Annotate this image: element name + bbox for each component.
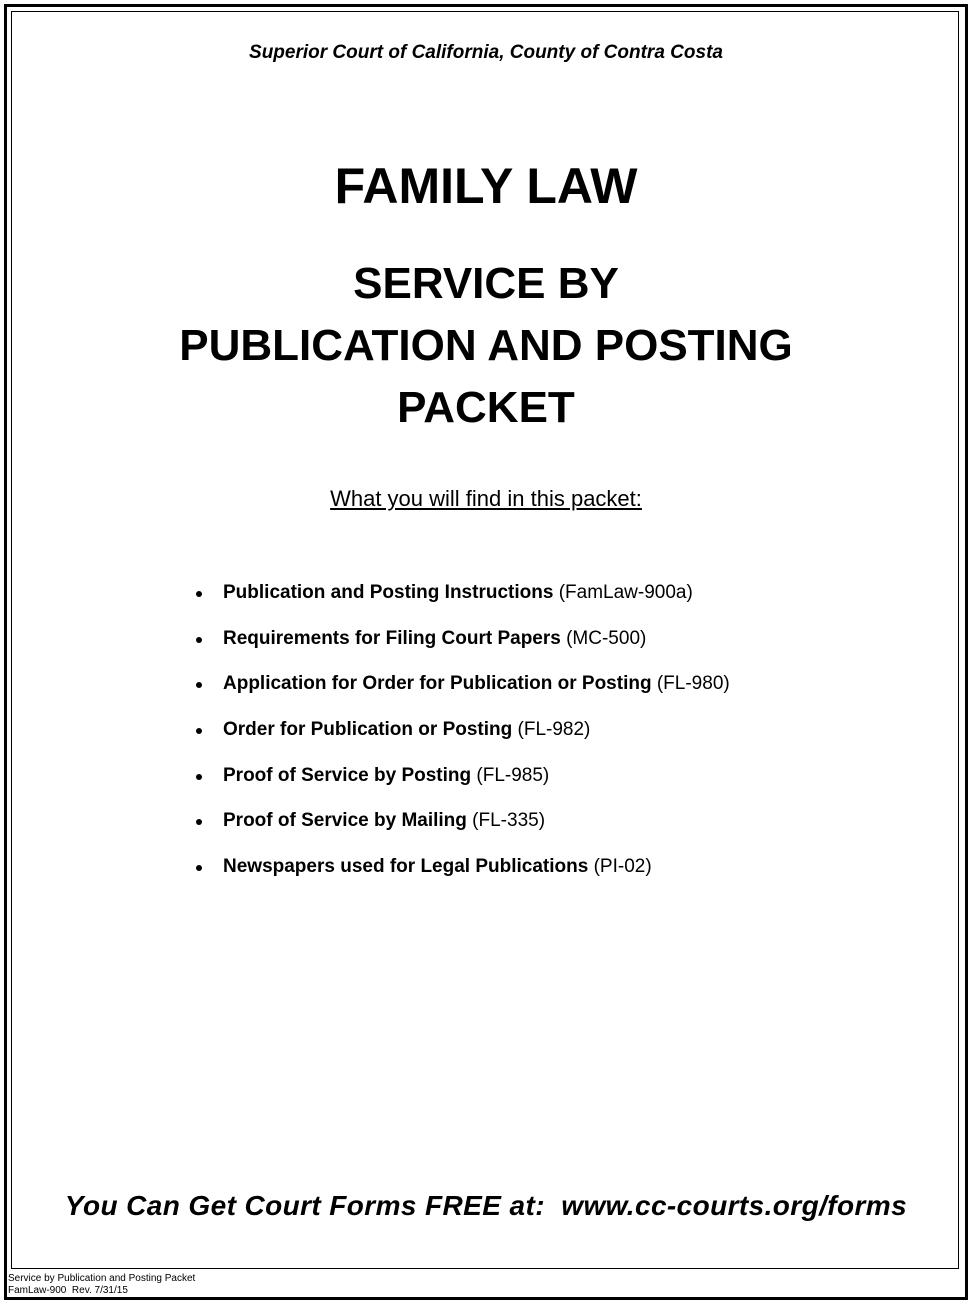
bullet-icon [196,774,202,780]
packet-title-line-3: PACKET [397,383,575,432]
item-code: (PI-02) [593,856,652,878]
bullet-icon [196,591,202,597]
court-name: Superior Court of California, County of Contra Costa [249,42,723,63]
item-name: Application for Order for Publication or Posting [223,673,652,695]
item-name: Order for Publication or Posting [223,719,513,741]
item-name: Proof of Service by Posting [223,764,472,786]
forms-notice-text: You Can Get Court Forms FREE at: [64,1190,545,1221]
bullet-icon [196,637,202,643]
item-name: Proof of Service by Mailing [223,810,467,832]
form-footer-title: Service by Publication and Posting Packet [8,1273,196,1284]
form-footer-id: FamLaw-900 Rev. 7/31/15 [8,1285,128,1296]
item-name: Newspapers used for Legal Publications [223,856,589,878]
item-code: (FL-980) [656,673,730,695]
item-code: (FL-335) [472,810,546,832]
item-code: (MC-500) [566,627,647,649]
packet-title-line-1: SERVICE BY [353,259,619,308]
contents-heading: What you will find in this packet: [330,486,642,511]
packet-title-line-2: PUBLICATION AND POSTING [179,321,793,370]
item-code: (FL-982) [517,719,591,741]
form-footer [8,1273,195,1297]
item-name: Publication and Posting Instructions [223,582,554,603]
forms-notice [0,1190,972,1222]
forms-url-link[interactable]: www.cc-courts.org/forms [561,1190,908,1221]
item-name: Requirements for Filing Court Papers [223,627,561,649]
item-code: (FL-985) [476,764,550,786]
item-code: (FamLaw-900a) [558,582,693,603]
packet-title [0,253,972,439]
page-title: FAMILY LAW [334,158,638,214]
